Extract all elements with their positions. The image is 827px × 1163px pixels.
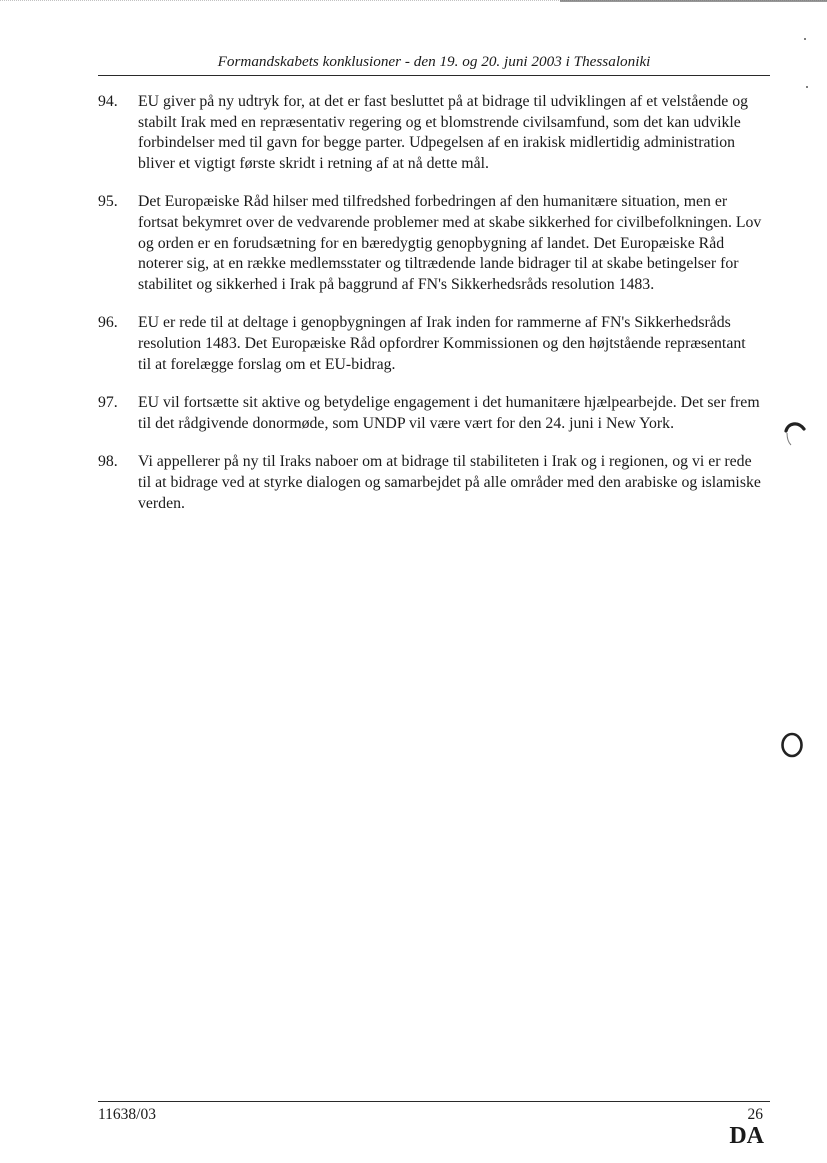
paragraph-text: EU giver på ny udtryk for, at det er fast besluttet på at bidrage til udviklingen af et velstående og stabilt Irak med en repræsentativ regering og et blomstrende civilsamfund, som det kan udvikle forbindelser med til gavn for begge parter. Udpegelsen af en irakisk midlertidig administration bliver et vigtigt første skridt i retning af at nå dette mål. xyxy=(138,93,748,172)
language-code: DA xyxy=(729,1123,764,1149)
footer-rule xyxy=(98,1101,770,1102)
document-reference: 11638/03 xyxy=(98,1106,156,1123)
paragraph-text: Det Europæiske Råd hilser med tilfredshed forbedringen af den humanitære situation, men er fortsat bekymret over de vedvarende problemer med at skabe sikkerhed for civilbefolkningen. Lov og orden er en forudsætning for en bæredygtig genopbygning af landet. Det Europæiske Råd noterer sig, at en række medlemsstater og tiltrædende lande bidrager til at skabe betingelser for stabilitet og sikkerhed i Irak på baggrund af FN's Sikkerhedsråds resolution 1483. xyxy=(138,193,762,293)
paragraph-98 xyxy=(98,452,766,514)
paragraph-97 xyxy=(98,393,766,434)
paragraph-number: 95. xyxy=(98,193,118,211)
paragraph-text: EU er rede til at deltage i genopbygningen af Irak inden for rammerne af FN's Sikkerhedsråds resolution 1483. Det Europæiske Råd opfordrer Kommissionen og den højtstående repræsentant til at forelægge forslag om et EU-bidrag. xyxy=(138,314,746,373)
scan-edge-top-right xyxy=(560,0,827,2)
paragraph-95 xyxy=(98,192,766,295)
paragraph-list xyxy=(98,92,766,532)
scan-speck xyxy=(804,38,806,40)
scan-artifact-curl-icon xyxy=(782,417,810,447)
paragraph-text: Vi appellerer på ny til Iraks naboer om at bidrage til stabiliteten i Irak og i regionen, og vi er rede til at bidrage ved at styrke dialogen og samarbejdet på alle områder med den arabiske og islamiske verden. xyxy=(138,453,761,512)
paragraph-96 xyxy=(98,313,766,375)
punch-hole-icon xyxy=(778,730,806,760)
paragraph-number: 96. xyxy=(98,314,118,332)
paragraph-number: 94. xyxy=(98,93,118,110)
paragraph-number: 98. xyxy=(98,453,118,471)
paragraph-text: EU vil fortsætte sit aktive og betydelige engagement i det humanitære hjælpearbejde. Det ser frem til det rådgivende donormøde, som UNDP vil være vært for den 24. juni i New York. xyxy=(138,394,760,432)
scan-speck xyxy=(806,86,808,88)
header-rule xyxy=(98,75,770,76)
paragraph-number: 97. xyxy=(98,394,118,412)
paragraph-94 xyxy=(98,92,766,174)
page-number: 26 xyxy=(747,1106,763,1123)
header-title: Formandskabets konklusioner - den 19. og 20. juni 2003 i Thessaloniki xyxy=(217,53,651,70)
